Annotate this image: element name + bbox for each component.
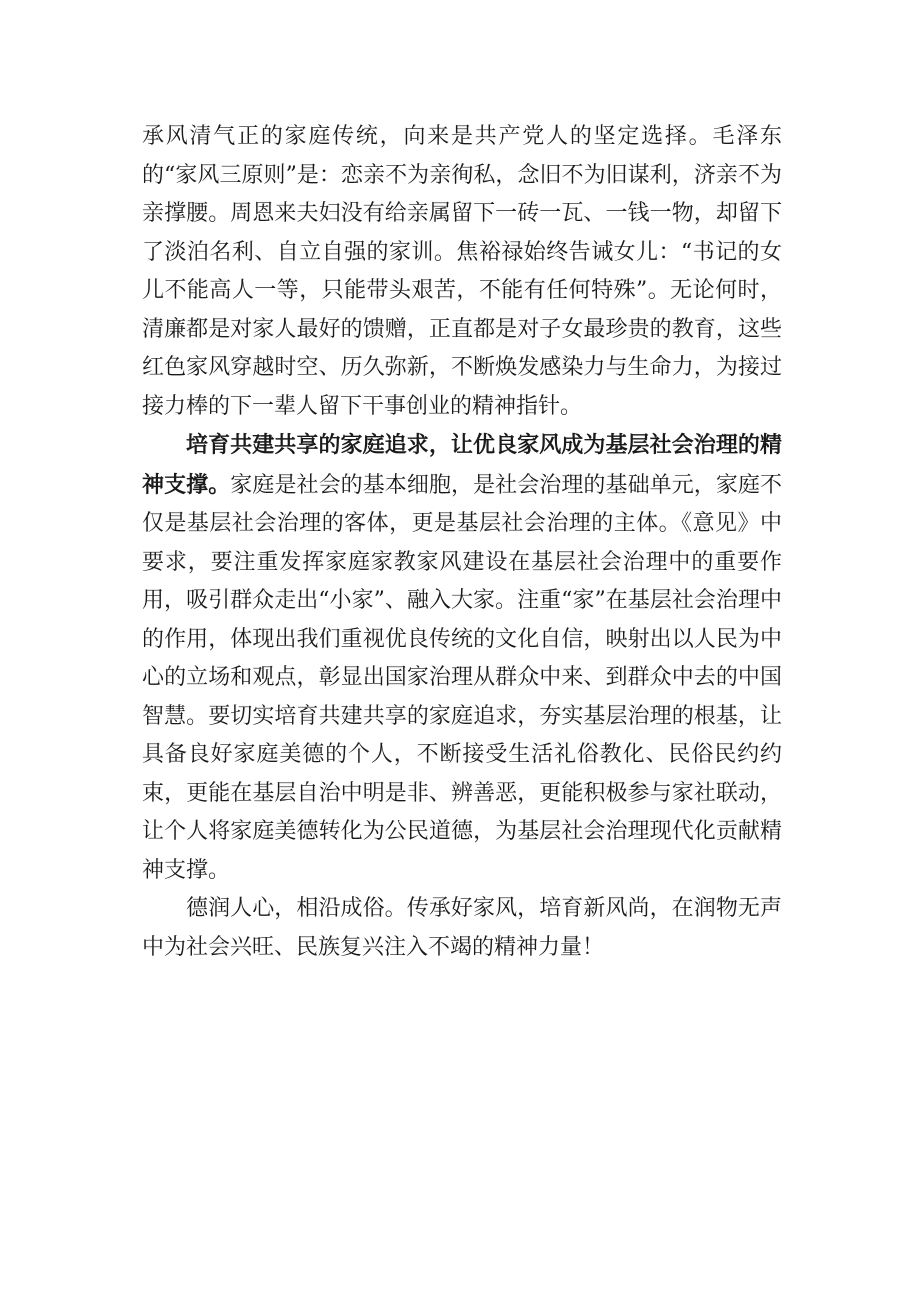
paragraph-social-governance (142, 426, 782, 890)
paragraph-text: 德润人心，相沿成俗。传承好家风，培育新风尚，在润物无声中为社会兴旺、民族复兴注入不竭的精神力量！ (142, 896, 782, 960)
paragraph-conclusion (142, 890, 782, 967)
document-body (142, 118, 782, 967)
paragraph-family-tradition (142, 118, 782, 426)
paragraph-text: 家庭是社会的基本细胞，是社会治理的基础单元，家庭不仅是基层社会治理的客体，更是基层社会治理的主体。《意见》中要求，要注重发挥家庭家教家风建设在基层社会治理中的重要作用，吸引群众走出“小家”、融入大家。注重“家”在基层社会治理中的作用，体现出我们重视优良传统的文化自信，映射出以人民为中心的立场和观点，彰显出国家治理从群众中来、到群众中去的中国智慧。要切实培育共建共享的家庭追求，夯实基层治理的根基，让具备良好家庭美德的个人，不断接受生活礼俗教化、民俗民约约束，更能在基层自治中明是非、辨善恶，更能积极参与家社联动，让个人将家庭美德转化为公民道德，为基层社会治理现代化贡献精神支撑。 (142, 472, 782, 883)
paragraph-text: 承风清气正的家庭传统，向来是共产党人的坚定选择。毛泽东的“家风三原则”是：恋亲不为亲徇私，念旧不为旧谋利，济亲不为亲撑腰。周恩来夫妇没有给亲属留下一砖一瓦、一钱一物，却留下了淡泊名利、自立自强的家训。焦裕禄始终告诫女儿：“书记的女儿不能高人一等，只能带头艰苦，不能有任何特殊”。无论何时，清廉都是对家人最好的馈赠，正直都是对子女最珍贵的教育，这些红色家风穿越时空、历久弥新，不断焕发感染力与生命力，为接过接力棒的下一辈人留下干事创业的精神指针。 (142, 124, 782, 419)
paragraph-heading: 培育共建共享的家庭追求，让优良家风成为基层社会治理的精神支撑。 (142, 432, 782, 498)
